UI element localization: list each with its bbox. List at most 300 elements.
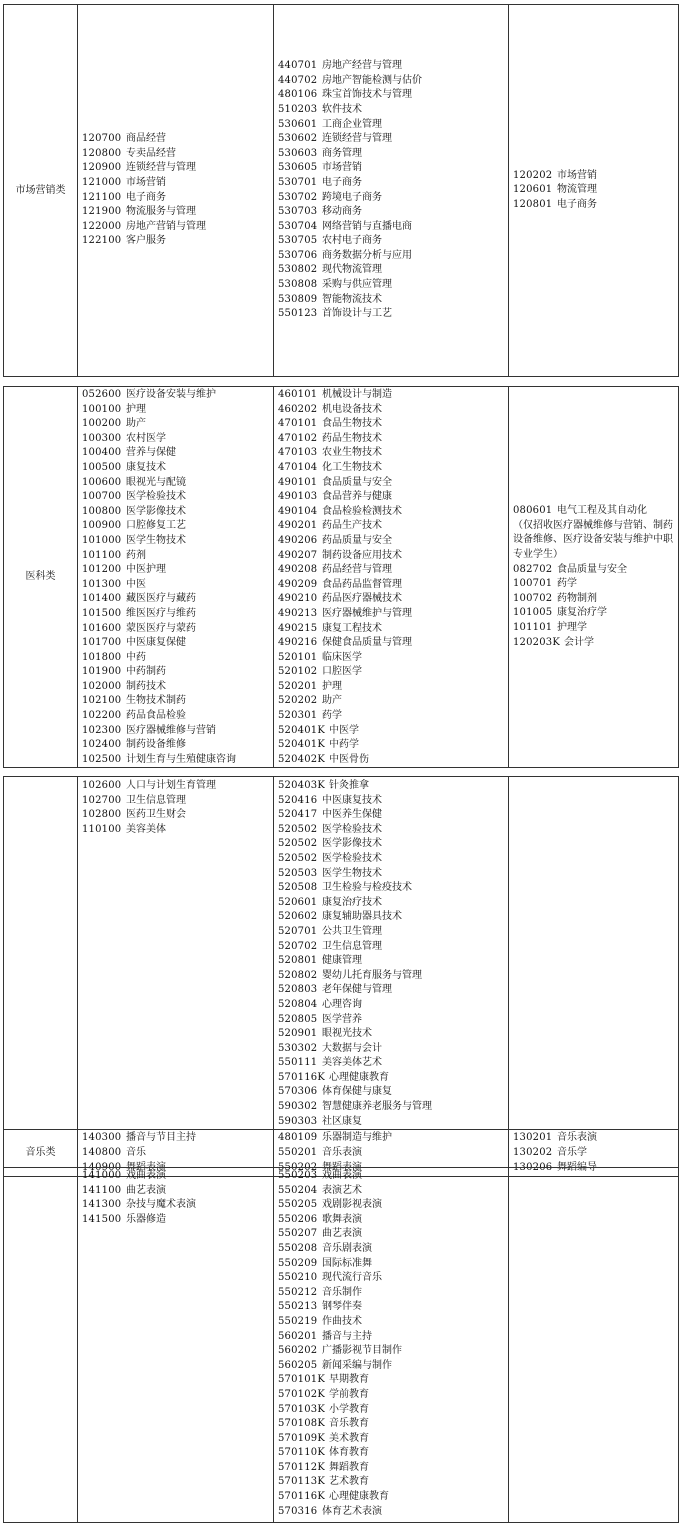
major-code: 510203	[278, 103, 318, 115]
secondary-majors-cell	[78, 777, 274, 1130]
major-code: 101400	[82, 593, 122, 605]
major-entry	[278, 969, 508, 984]
major-name: 中医康复技术	[322, 794, 382, 806]
major-entry	[278, 1344, 508, 1359]
major-code: 530706	[278, 249, 318, 261]
major-name: 医学检验技术	[126, 491, 186, 503]
major-entry	[82, 403, 273, 418]
major-name: 商务管理	[322, 147, 362, 159]
major-code: 490213	[278, 607, 318, 619]
major-name: 医学检验技术	[322, 823, 382, 835]
major-code: 490104	[278, 505, 318, 517]
major-name: 专卖品经营	[126, 147, 176, 159]
major-code: 100702	[513, 592, 553, 604]
major-code: 480109	[278, 1132, 318, 1144]
major-code: 121100	[82, 191, 122, 203]
secondary-majors-cell	[78, 387, 274, 768]
major-entry	[278, 1432, 508, 1447]
major-entry	[513, 183, 678, 198]
major-name: 康复治疗学	[557, 607, 607, 619]
major-name: 公共卫生管理	[322, 925, 382, 937]
major-code: 570112K	[278, 1461, 326, 1473]
major-entry	[82, 191, 273, 206]
major-code: 550203	[278, 1170, 318, 1181]
major-code: 130206	[513, 1161, 553, 1173]
major-entry	[278, 998, 508, 1013]
major-code: 490215	[278, 622, 318, 634]
major-entry	[278, 1131, 508, 1146]
major-name: 房地产营销与管理	[126, 220, 206, 232]
major-code: 120800	[82, 147, 122, 159]
major-code: 530702	[278, 191, 318, 203]
major-name: 医疗器械维护与管理	[322, 607, 412, 619]
major-code: 102700	[82, 794, 122, 806]
major-entry	[278, 220, 508, 235]
major-code: 440701	[278, 60, 318, 72]
major-name: 康复技术	[126, 461, 166, 473]
major-name: 食品药品监督管理	[322, 578, 402, 590]
major-entry	[82, 592, 273, 607]
major-name: 播音与主持	[322, 1330, 372, 1342]
major-code: 490201	[278, 520, 318, 532]
major-entry	[82, 823, 273, 838]
major-code: 530703	[278, 206, 318, 218]
major-name: 体育教育	[329, 1447, 370, 1459]
major-code: 570109K	[278, 1432, 326, 1444]
major-name: 食品质量与安全	[322, 476, 392, 488]
major-name: 食品检验检测技术	[322, 505, 402, 517]
major-entry	[278, 1505, 508, 1520]
major-name: 曲艺表演	[322, 1228, 362, 1240]
major-entry	[82, 147, 273, 162]
major-name: 中药学	[329, 739, 360, 751]
vocational-majors-cell	[274, 5, 509, 377]
major-entry	[278, 940, 508, 955]
major-code: 101600	[82, 622, 122, 634]
major-name: 电子商务	[322, 176, 362, 188]
major-entry	[278, 867, 508, 882]
major-code: 550208	[278, 1242, 318, 1254]
major-code: 490209	[278, 578, 318, 590]
major-name: 护理学	[557, 622, 587, 633]
table-block-music-continuation	[3, 1167, 679, 1523]
major-entry	[82, 490, 273, 505]
major-code: 141100	[82, 1184, 122, 1196]
major-name: 商务数据分析与应用	[322, 249, 412, 261]
major-entry	[513, 169, 678, 184]
major-entry	[278, 132, 508, 147]
music-category-label: 音乐类	[25, 1147, 56, 1159]
major-code: 530808	[278, 279, 318, 291]
major-name: 广播影视节目制作	[322, 1345, 402, 1357]
major-code: 520803	[278, 984, 318, 996]
major-name: 医学营养	[322, 1013, 362, 1025]
major-name: 药品生物技术	[322, 432, 382, 444]
major-code: 520602	[278, 911, 318, 923]
major-entry	[82, 622, 273, 637]
major-code: 490210	[278, 593, 318, 605]
major-code: 520804	[278, 998, 318, 1010]
major-code: 102300	[82, 724, 122, 736]
major-name: 食品营养与健康	[322, 491, 392, 503]
major-name: 音乐教育	[329, 1418, 370, 1430]
major-code: 470101	[278, 418, 318, 430]
major-entry	[278, 88, 508, 103]
major-name: 舞蹈表演	[322, 1161, 362, 1173]
major-code: 530302	[278, 1042, 318, 1054]
major-entry	[82, 549, 273, 564]
major-entry	[278, 794, 508, 809]
major-name: 学前教育	[329, 1388, 370, 1400]
major-code: 550205	[278, 1199, 318, 1211]
major-code: 100100	[82, 403, 122, 415]
major-name: 健康管理	[322, 955, 362, 967]
major-code: 490101	[278, 476, 318, 488]
secondary-majors-cell	[78, 5, 274, 377]
vocational-majors-cell	[274, 777, 509, 1130]
major-entry	[82, 1198, 273, 1213]
major-entry	[82, 665, 273, 680]
major-code: 520701	[278, 925, 318, 937]
major-entry	[278, 1388, 508, 1403]
major-entry	[82, 636, 273, 651]
major-code: 440702	[278, 74, 318, 86]
undergraduate-majors-cell	[509, 387, 679, 768]
major-code: 122000	[82, 220, 122, 232]
major-code: 101200	[82, 564, 122, 576]
major-name: 营养与保健	[126, 447, 176, 459]
major-entry	[278, 1115, 508, 1130]
major-entry	[278, 1242, 508, 1257]
major-name: 医药卫生财会	[126, 809, 186, 821]
category-cell	[4, 5, 78, 377]
major-entry	[278, 1461, 508, 1476]
major-code: 141000	[82, 1170, 122, 1181]
major-code: 080601	[513, 505, 553, 517]
major-name: 跨境电子商务	[322, 191, 382, 203]
major-name: 连锁经营与管理	[322, 133, 392, 145]
major-entry	[278, 779, 508, 794]
major-name: 采购与供应管理	[322, 279, 392, 291]
category-cell	[4, 777, 78, 1130]
major-code: 490206	[278, 534, 318, 546]
major-code: 530605	[278, 162, 318, 174]
major-entry	[278, 176, 508, 191]
major-entry	[82, 446, 273, 461]
major-code: 550209	[278, 1257, 318, 1269]
major-name: 物流服务与管理	[126, 206, 196, 218]
major-code: 101100	[82, 549, 122, 561]
vocational-majors-cell	[274, 1168, 509, 1523]
major-entry	[278, 694, 508, 709]
major-name: 音乐学	[557, 1146, 587, 1158]
major-entry	[82, 132, 273, 147]
major-entry	[278, 461, 508, 476]
major-entry	[278, 808, 508, 823]
major-code: 570316	[278, 1505, 318, 1517]
major-code: 470103	[278, 447, 318, 459]
major-name: 医学生物技术	[126, 534, 186, 546]
major-name: 药品生产技术	[322, 520, 382, 532]
major-entry	[278, 1257, 508, 1272]
major-code: 520403K	[278, 780, 326, 791]
major-name: 食品生物技术	[322, 418, 382, 430]
major-entry	[278, 709, 508, 724]
major-entry	[82, 417, 273, 432]
major-code: 570108K	[278, 1418, 326, 1430]
major-name: 舞蹈编导	[557, 1161, 597, 1173]
major-code: 590303	[278, 1115, 318, 1127]
major-code: 550212	[278, 1286, 318, 1298]
major-code: 550111	[278, 1057, 318, 1069]
major-entry	[278, 519, 508, 534]
major-code: 101500	[82, 607, 122, 619]
major-name: 工商企业管理	[322, 118, 382, 130]
major-name: 美容美体艺术	[322, 1057, 382, 1069]
major-entry	[82, 651, 273, 666]
major-code: 530802	[278, 264, 318, 276]
major-entry	[278, 881, 508, 896]
major-entry	[278, 1403, 508, 1418]
major-code: 102000	[82, 680, 122, 692]
major-entry	[278, 1100, 508, 1115]
major-name: 药剂	[126, 549, 146, 561]
major-code: 530701	[278, 176, 318, 188]
major-name: 戏曲表演	[126, 1170, 166, 1181]
major-name: 国际标准舞	[322, 1257, 372, 1269]
major-name: 老年保健与管理	[322, 984, 392, 996]
major-code: 520901	[278, 1028, 318, 1040]
major-code: 490208	[278, 564, 318, 576]
vocational-majors-cell	[274, 387, 509, 768]
major-name: 卫生检验与检疫技术	[322, 882, 412, 894]
major-code: 490103	[278, 491, 318, 503]
major-entry	[82, 808, 273, 823]
major-entry	[278, 103, 508, 118]
major-name: 药品食品检验	[126, 710, 186, 722]
major-code: 520401K	[278, 724, 326, 736]
major-code: 560202	[278, 1345, 318, 1357]
major-entry	[278, 1286, 508, 1301]
major-name: 生物技术制药	[126, 695, 186, 707]
major-name: 移动商务	[322, 206, 362, 218]
major-entry	[278, 1071, 508, 1086]
major-code: 100800	[82, 505, 122, 517]
major-entry	[278, 388, 508, 403]
major-name: 婴幼儿托育服务与管理	[322, 969, 422, 981]
major-entry	[278, 249, 508, 264]
major-name: 心理健康教育	[329, 1491, 390, 1503]
major-entry	[278, 1042, 508, 1057]
major-name: 珠宝首饰技术与管理	[322, 89, 412, 101]
major-name: 眼视光与配镜	[126, 476, 186, 488]
major-name: 农村电子商务	[322, 235, 382, 247]
major-code: 460202	[278, 403, 318, 415]
major-code: 102600	[82, 780, 122, 791]
major-name: 杂技与魔术表演	[126, 1199, 196, 1211]
major-code: 120202	[513, 169, 553, 181]
major-code: 101000	[82, 534, 122, 546]
major-name: 中医养生保健	[322, 809, 382, 821]
major-name: 市场营销	[126, 176, 166, 188]
major-name: 医疗设备安装与维护	[126, 389, 216, 400]
major-entry	[278, 1085, 508, 1100]
major-name: 机械设计与制造	[322, 389, 392, 400]
major-code: 101700	[82, 637, 122, 649]
major-name: 网络营销与直播电商	[322, 220, 412, 232]
major-entry	[82, 505, 273, 520]
major-code: 520201	[278, 680, 318, 692]
major-code: 100700	[82, 491, 122, 503]
major-entry	[82, 1146, 273, 1161]
major-code: 570113K	[278, 1476, 326, 1488]
major-entry	[82, 161, 273, 176]
major-name: 客户服务	[126, 235, 166, 247]
table-block-medical	[3, 386, 679, 768]
major-code: 120801	[513, 198, 553, 210]
major-entry	[278, 592, 508, 607]
major-entry	[278, 74, 508, 89]
major-entry	[278, 724, 508, 739]
major-entry	[278, 1417, 508, 1432]
major-name: 卫生信息管理	[126, 794, 186, 806]
major-name: 电气工程及其自动化	[557, 505, 647, 517]
major-code: 590302	[278, 1101, 318, 1113]
major-name: 音乐	[126, 1146, 146, 1158]
major-name: 表演艺术	[322, 1184, 362, 1196]
major-code: 130202	[513, 1146, 553, 1158]
major-entry	[278, 1056, 508, 1071]
major-code: 520102	[278, 666, 318, 678]
major-entry	[278, 490, 508, 505]
major-code: 100400	[82, 447, 122, 459]
major-entry	[278, 549, 508, 564]
major-entry	[278, 651, 508, 666]
major-entry	[278, 59, 508, 74]
major-name: 中医康复保健	[126, 637, 186, 649]
major-entry	[278, 505, 508, 520]
major-code: 102200	[82, 710, 122, 722]
major-name: 康复辅助器具技术	[322, 911, 402, 923]
major-name: 藏医医疗与藏药	[126, 593, 196, 605]
major-code: 520502	[278, 838, 318, 850]
major-name: 机电设备技术	[322, 403, 382, 415]
major-code: 101101	[513, 622, 553, 633]
major-code: 520702	[278, 940, 318, 952]
major-entry	[278, 636, 508, 651]
major-code: 102500	[82, 753, 122, 765]
major-name: 体育艺术表演	[322, 1505, 382, 1517]
major-code: 570110K	[278, 1447, 326, 1459]
major-entry	[82, 519, 273, 534]
major-entry	[82, 794, 273, 809]
major-code: 120203K	[513, 636, 561, 648]
major-name: 大数据与会计	[322, 1042, 382, 1054]
major-entry	[278, 607, 508, 622]
major-code: 550123	[278, 308, 318, 320]
major-name: 体育保健与康复	[322, 1086, 392, 1098]
major-name: 化工生物技术	[322, 461, 382, 473]
major-code: 490216	[278, 637, 318, 649]
major-name: 商品经营	[126, 133, 166, 145]
major-entry	[513, 592, 678, 607]
major-code: 100500	[82, 461, 122, 473]
major-name: 康复治疗技术	[322, 896, 382, 908]
major-code: 570102K	[278, 1388, 326, 1400]
major-name: 人口与计划生育管理	[126, 780, 216, 791]
major-code: 530705	[278, 235, 318, 247]
major-entry	[278, 1169, 508, 1184]
major-name: 药品医疗器械技术	[322, 593, 402, 605]
major-entry	[278, 1013, 508, 1028]
major-entry	[82, 709, 273, 724]
major-name: 戏曲表演	[322, 1170, 362, 1181]
major-name: 医学生物技术	[322, 867, 382, 879]
major-name: 小学教育	[329, 1403, 370, 1415]
major-name: （仅招收医疗器械维修与营销、制药设备维修、医疗设备安装与维护中职专业学生）	[513, 519, 673, 561]
major-entry	[278, 1300, 508, 1315]
major-entry	[278, 1146, 508, 1161]
major-entry	[278, 417, 508, 432]
major-name: 针灸推拿	[329, 780, 370, 791]
major-name: 药物制剂	[557, 592, 597, 604]
major-name: 卫生信息管理	[322, 940, 382, 952]
major-code: 470102	[278, 432, 318, 444]
major-code: 520402K	[278, 753, 326, 765]
major-name: 医疗器械维修与营销	[126, 724, 216, 736]
major-code: 570101K	[278, 1374, 326, 1386]
major-name: 中医	[126, 578, 146, 590]
major-name: 医学影像技术	[126, 505, 186, 517]
major-entry	[278, 665, 508, 680]
major-entry	[278, 896, 508, 911]
major-name: 计划生育与生殖健康咨询	[126, 753, 236, 765]
major-entry	[82, 176, 273, 191]
major-entry	[278, 1359, 508, 1374]
major-code: 052600	[82, 389, 122, 400]
major-code: 140300	[82, 1132, 122, 1144]
major-entry	[513, 198, 678, 213]
major-name: 早期教育	[329, 1374, 370, 1386]
major-entry	[278, 823, 508, 838]
major-name: 护理	[322, 680, 342, 692]
major-name: 美容美体	[126, 823, 166, 835]
major-entry	[82, 724, 273, 739]
major-entry	[278, 432, 508, 447]
major-code: 570103K	[278, 1403, 326, 1415]
major-entry	[278, 403, 508, 418]
major-code: 520805	[278, 1013, 318, 1025]
category-cell	[4, 387, 78, 768]
major-code: 570116K	[278, 1071, 326, 1083]
major-code: 550204	[278, 1184, 318, 1196]
major-code: 550201	[278, 1146, 318, 1158]
major-code: 520301	[278, 710, 318, 722]
major-entry	[513, 606, 678, 621]
major-code: 560201	[278, 1330, 318, 1342]
major-entry	[82, 563, 273, 578]
major-name: 护理	[126, 403, 146, 415]
major-code: 550207	[278, 1228, 318, 1240]
major-code: 102100	[82, 695, 122, 707]
major-entry	[278, 446, 508, 461]
major-entry	[278, 1330, 508, 1345]
major-name: 康复工程技术	[322, 622, 382, 634]
major-name: 现代流行音乐	[322, 1272, 382, 1284]
major-code: 130201	[513, 1132, 553, 1144]
major-name: 智慧健康养老服务与管理	[322, 1101, 432, 1113]
major-name: 临床医学	[322, 651, 362, 663]
